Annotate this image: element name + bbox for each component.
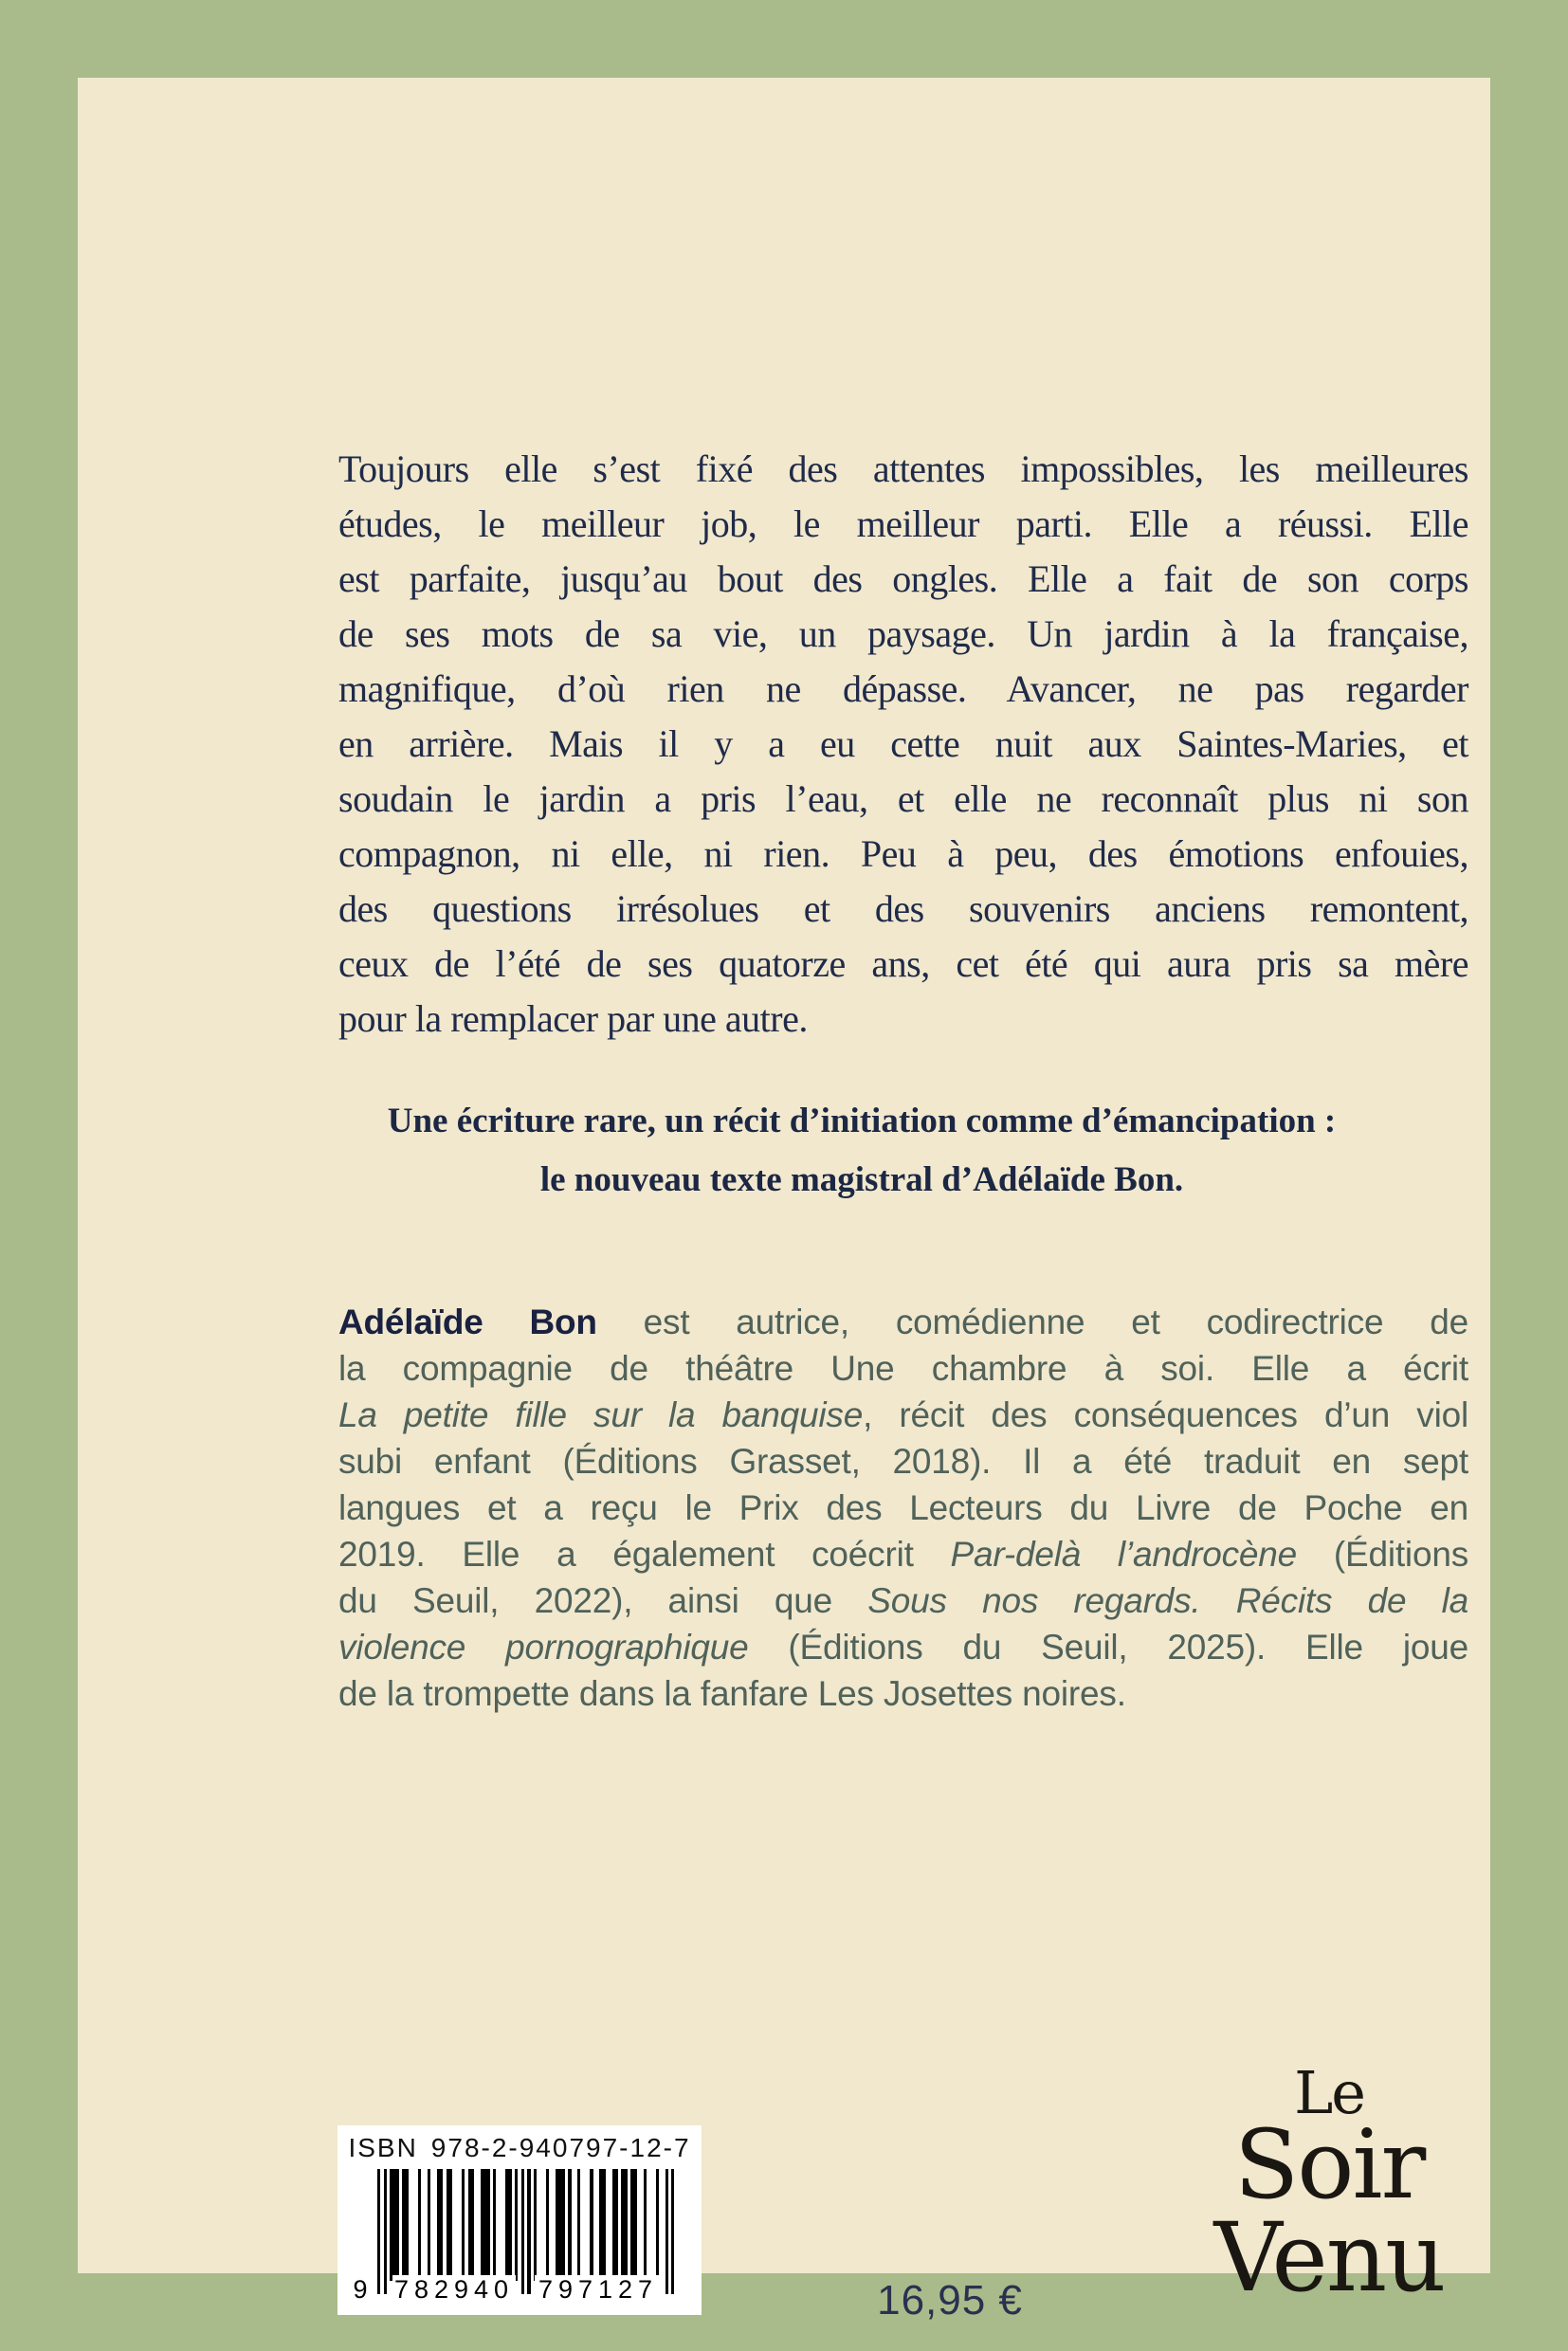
- publisher-logo-line-3: Venu: [1213, 2202, 1445, 2313]
- barcode-bar: [447, 2169, 453, 2281]
- author-bio: [338, 1299, 1468, 1717]
- barcode-bar: [418, 2169, 421, 2281]
- barcode-bar: [481, 2169, 490, 2281]
- synopsis-line: pour la remplacer par une autre.: [338, 997, 808, 1040]
- barcode-bar: [590, 2169, 593, 2281]
- synopsis-line: en arrière. Mais il y a eu cette nuit aux Saintes-Maries, et: [338, 722, 1468, 765]
- tagline: [274, 1092, 1449, 1210]
- synopsis-line: compagnon, ni elle, ni rien. Peu à peu, des émotions enfouies,: [338, 832, 1468, 875]
- barcode-digits-left: 782940: [393, 2275, 515, 2304]
- barcode-bar: [377, 2169, 380, 2294]
- barcode-bar: [527, 2169, 530, 2294]
- barcode-bar: [665, 2169, 668, 2294]
- synopsis-line: de ses mots de sa vie, un paysage. Un jardin à la française,: [338, 612, 1468, 655]
- synopsis-paragraph: [338, 442, 1468, 1047]
- barcode-bar: [384, 2169, 387, 2294]
- barcode-bar: [599, 2169, 606, 2281]
- barcode-bar: [428, 2169, 430, 2281]
- barcode-bar: [621, 2169, 628, 2281]
- author-bio-line: Adélaïde Bon est autrice, comédienne et codirectrice de: [338, 1303, 1468, 1341]
- barcode-bar: [493, 2169, 496, 2281]
- tagline-line-2: le nouveau texte magistral d’Adélaïde Bon.: [539, 1160, 1184, 1199]
- barcode-bar: [534, 2169, 537, 2281]
- barcode-bar: [612, 2169, 619, 2281]
- barcode-bar: [556, 2169, 565, 2281]
- barcode-bar: [468, 2169, 475, 2281]
- author-bio-line: la compagnie de théâtre Une chambre à soi. Elle a écrit: [338, 1349, 1468, 1388]
- barcode-bar: [462, 2169, 465, 2281]
- author-bio-line: 2019. Elle a également coécrit Par-delà l’androcène (Éditions: [338, 1535, 1469, 1574]
- tagline-line-1: Une écriture rare, un récit d’initiation comme d’émancipation :: [387, 1102, 1337, 1140]
- barcode-bar: [630, 2169, 637, 2281]
- isbn-block: [337, 2125, 702, 2315]
- barcode-bar: [390, 2169, 399, 2281]
- barcode-bar: [402, 2169, 409, 2281]
- publisher-logo-line-2: Soir: [1233, 2109, 1425, 2220]
- isbn-number: 978-2-940797-12-7: [430, 2133, 691, 2162]
- isbn-word: ISBN: [348, 2133, 418, 2162]
- barcode-bar: [515, 2169, 518, 2281]
- synopsis-line: magnifique, d’où rien ne dépasse. Avancer, ne pas regarder: [338, 667, 1468, 710]
- barcode-bar: [437, 2169, 444, 2281]
- barcode-bar: [656, 2169, 659, 2281]
- synopsis-line: ceux de l’été de ses quatorze ans, cet été qui aura pris sa mère: [338, 942, 1468, 985]
- barcode-bar: [568, 2169, 571, 2281]
- barcode-bar: [521, 2169, 524, 2294]
- synopsis-line: des questions irrésolues et des souvenirs anciens remontent,: [338, 887, 1468, 930]
- author-bio-line: subi enfant (Éditions Grasset, 2018). Il a été traduit en sept: [338, 1442, 1468, 1481]
- isbn-label: [337, 2133, 702, 2163]
- publisher-logo-line-1: Le: [1294, 2058, 1364, 2127]
- barcode-bar: [505, 2169, 512, 2281]
- author-bio-line: de la trompette dans la fanfare Les Josettes noires.: [338, 1674, 1126, 1713]
- synopsis-line: Toujours elle s’est fixé des attentes impossibles, les meilleures: [338, 447, 1468, 490]
- barcode-digit-first: 9: [353, 2275, 368, 2304]
- author-bio-line: La petite fille sur la banquise, récit des conséquences d’un viol: [338, 1395, 1468, 1434]
- author-bio-line: violence pornographique (Éditions du Seuil, 2025). Elle joue: [338, 1628, 1468, 1667]
- barcode-digits-right: 797127: [535, 2275, 662, 2305]
- publisher-logo: [1168, 2058, 1490, 2313]
- synopsis-line: études, le meilleur job, le meilleur parti. Elle a réussi. Elle: [338, 502, 1468, 545]
- author-bio-line: langues et a reçu le Prix des Lecteurs du Livre de Poche en: [338, 1488, 1468, 1527]
- synopsis-line: est parfaite, jusqu’au bout des ongles. Elle a fait de son corps: [338, 557, 1468, 600]
- author-bio-line: du Seuil, 2022), ainsi que Sous nos regards. Récits de la: [338, 1581, 1469, 1620]
- barcode-bar: [671, 2169, 674, 2294]
- barcode-bar: [546, 2169, 549, 2281]
- synopsis-line: soudain le jardin a pris l’eau, et elle ne reconnaît plus ni son: [338, 777, 1468, 820]
- cover-panel: [78, 78, 1490, 2324]
- price: 16,95 €: [877, 2277, 1023, 2324]
- barcode-bar: [644, 2169, 647, 2281]
- barcode-bar: [577, 2169, 580, 2281]
